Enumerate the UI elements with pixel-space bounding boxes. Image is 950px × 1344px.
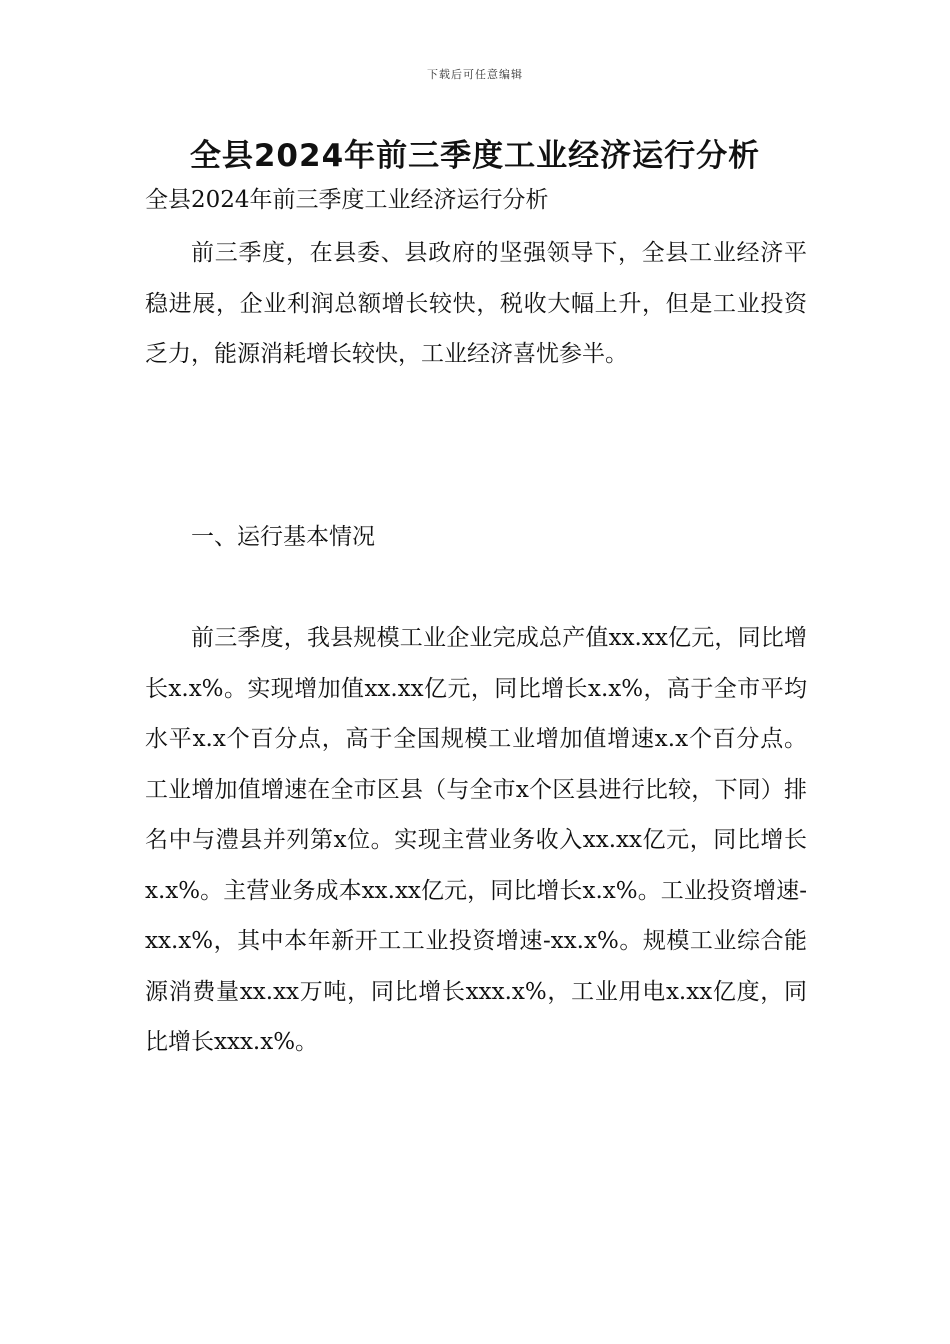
section-heading: 一、运行基本情况 [191, 523, 375, 550]
document-subtitle: 全县2024年前三季度工业经济运行分析 [145, 187, 549, 213]
section-paragraph: 前三季度，我县规模工业企业完成总产值xx.xx亿元，同比增长x.x%。实现增加值xx.xx亿元，同比增长x.x%，高于全市平均水平x.x个百分点，高于全国规模工业增加值增速x.x个百分点。工业增加值增速在全市区县（与全市x个区县进行比较，下同）排名中与澧县并列第x位。实现主营业务收入xx.xx亿元，同比增长x.x%。主营业务成本xx.xx亿元，同比增长x.x%。工业投资增速-xx.x%，其中本年新开工工业投资增速-xx.x%。规模工业综合能源消费量xx.xx万吨，同比增长xxx.x%，工业用电x.xx亿度，同比增长xxx.x%。 [145, 625, 807, 1055]
header-note: 下载后可任意编辑 [427, 68, 523, 81]
document-title: 全县2024年前三季度工业经济运行分析 [189, 138, 761, 174]
paragraph-spacer [145, 380, 807, 512]
document-body [145, 180, 807, 1068]
intro-paragraph: 前三季度，在县委、县政府的坚强领导下，全县工业经济平稳进展，企业利润总额增长较快，税收大幅上升，但是工业投资乏力，能源消耗增长较快，工业经济喜忧参半。 [145, 240, 807, 367]
paragraph-spacer [145, 562, 807, 613]
